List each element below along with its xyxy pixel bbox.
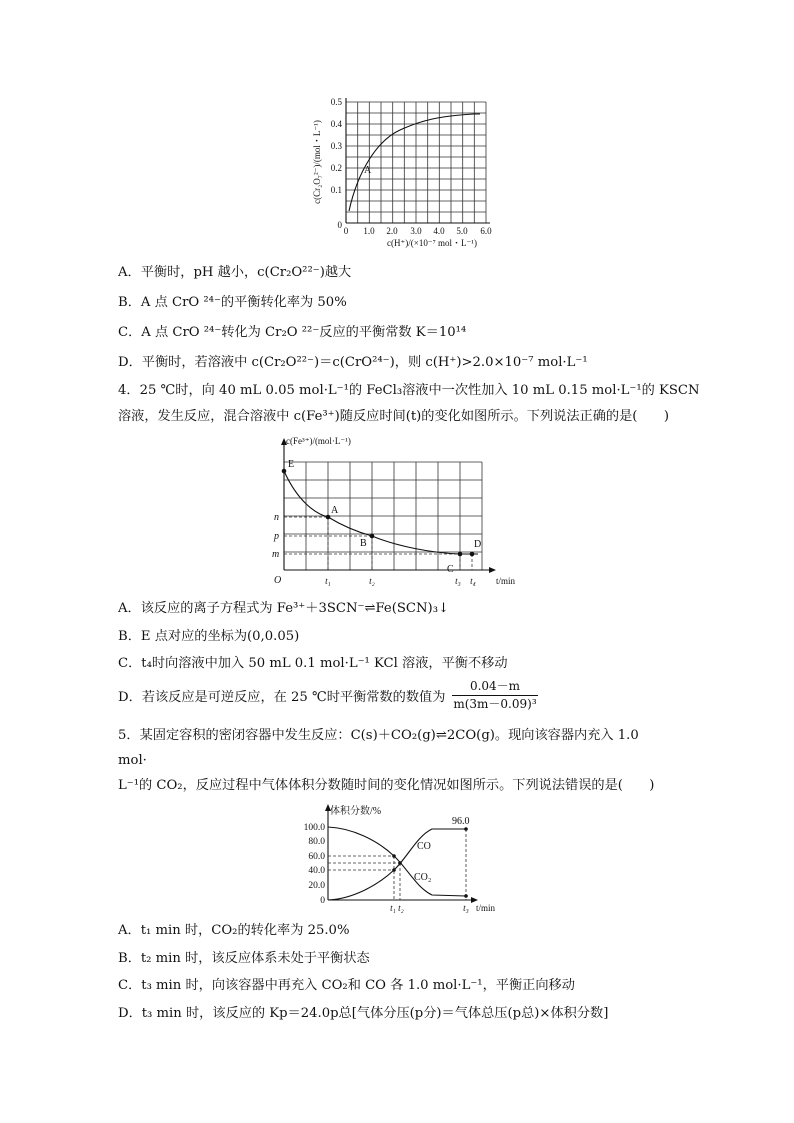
- chart3-y-tick: 100.0: [303, 823, 325, 833]
- q3-option-d: D．平衡时，若溶液中 c(Cr₂O²²⁻)＝c(CrO²⁴⁻)，则 c(H⁺)>2.0×10⁻⁷ mol·L⁻¹: [118, 355, 588, 370]
- q4-option-a: A．该反应的离子方程式为 Fe³⁺＋3SCN⁻⇌Fe(SCN)₃↓: [118, 601, 450, 616]
- chart3-x-label-t3: t₃: [463, 903, 469, 913]
- q4-option-b: B．E 点对应的坐标为(0,0.05): [118, 629, 300, 644]
- q5-option-b: B．t₂ min 时，该反应体系未处于平衡状态: [118, 951, 370, 966]
- chart3-point-t1-co: [392, 868, 396, 872]
- q4-fraction-denominator: m(3m－0.09)³: [453, 697, 537, 711]
- chart3-top-value: 96.0: [452, 816, 470, 827]
- chart-cr2o7-vs-h: [300, 90, 510, 250]
- chart2-x-label-t4: t₄: [470, 576, 476, 586]
- chart2-point-d: [470, 552, 475, 557]
- q3-option-a: A．平衡时，pH 越小，c(Cr₂O²²⁻)越大: [118, 265, 352, 280]
- chart1-x-label: c(H⁺)/(×10⁻⁷ mol・L⁻¹): [387, 238, 477, 248]
- chart3-point-t3-co2: [464, 894, 468, 898]
- chart2-y-label-p: p: [274, 531, 279, 542]
- chart1-y-tick: 0.2: [330, 163, 342, 173]
- chart3-y-tick: 80.0: [308, 837, 325, 847]
- chart1-point-label: A: [364, 165, 372, 176]
- chart2-point-e: [282, 469, 287, 474]
- q5-option-d: D．t₃ min 时，该反应的 Kp＝24.0p总[气体分压(p分)＝气体总压(p总)×体积分数]: [118, 1006, 609, 1021]
- chart2-curve: [284, 471, 478, 554]
- chart1-x-tick: 5.0: [456, 226, 468, 236]
- chart2-point-label-a: A: [331, 505, 339, 516]
- chart1-y-label: c(Cr₂O₇²⁻)/(mol・L⁻¹): [312, 120, 322, 204]
- chart1-y-tick: 0: [337, 220, 342, 230]
- chart3-y-tick: 60.0: [308, 852, 325, 862]
- chart3-y-tick: 0: [320, 896, 325, 906]
- chart2-point-label-d: D: [474, 539, 482, 550]
- chart-volume-fraction: [292, 800, 512, 918]
- chart2-y-label: c(Fe³⁺)/(mol·L⁻¹): [286, 436, 351, 446]
- chart1-x-tick: 1.0: [363, 226, 375, 236]
- chart2-x-label: t/min: [496, 576, 516, 586]
- chart3-co2-curve: [328, 827, 466, 896]
- q4-fraction: [452, 678, 538, 712]
- chart2-y-label-m: m: [272, 549, 280, 560]
- chart3-point-t3-co: [464, 827, 468, 831]
- q4-stem-line2: 溶液，发生反应，混合溶液中 c(Fe³⁺)随反应时间(t)的变化如图所示。下列说法正确的是( ): [118, 409, 669, 424]
- chart-fe3-vs-time: [266, 432, 536, 594]
- chart3-co-curve: [328, 829, 466, 900]
- chart2-origin: O: [274, 575, 282, 586]
- chart1-x-tick: 3.0: [410, 226, 422, 236]
- chart1-y-tick: 0.4: [330, 119, 342, 129]
- q5-option-c: C．t₃ min 时，向该容器中再充入 CO₂和 CO 各 1.0 mol·L⁻¹，平衡正向移动: [118, 978, 575, 993]
- chart3-point-t2: [398, 861, 402, 865]
- chart1-y-tick: 0.5: [330, 97, 342, 107]
- q3-option-c: C．A 点 CrO ²⁴⁻转化为 Cr₂O ²²⁻反应的平衡常数 K＝10¹⁴: [118, 325, 467, 340]
- q4-option-c: C．t₄时向溶液中加入 50 mL 0.1 mol·L⁻¹ KCl 溶液，平衡不移动: [118, 656, 508, 671]
- chart3-point-t1-co2: [392, 854, 396, 858]
- q4-stem-line1: 4．25 ℃时，向 40 mL 0.05 mol·L⁻¹的 FeCl₃溶液中一次性加入 10 mL 0.15 mol·L⁻¹的 KSCN: [118, 383, 700, 398]
- q5-stem-line3: L⁻¹的 CO₂，反应过程中气体体积分数随时间的变化情况如图所示。下列说法错误的是( ): [118, 778, 655, 793]
- q5-option-a: A．t₁ min 时，CO₂的转化率为 25.0%: [118, 923, 350, 938]
- q4-option-d: D．若该反应是可逆反应，在 25 ℃时平衡常数的数值为: [118, 690, 446, 705]
- chart2-point-label-c: C: [447, 564, 454, 575]
- chart1-x-tick: 6.0: [480, 226, 492, 236]
- chart1-x-tick: 2.0: [386, 226, 398, 236]
- chart3-co-label: CO: [417, 841, 431, 852]
- chart3-x-label-t2: t₂: [398, 903, 404, 913]
- q5-stem-line2: mol·: [118, 753, 147, 768]
- chart2-point-a: [326, 515, 331, 520]
- chart1-y-tick: 0.3: [330, 141, 342, 151]
- chart3-x-label-t1: t₁: [390, 903, 396, 913]
- chart3-x-label: t/min: [476, 903, 496, 913]
- chart2-x-arrow: [489, 567, 496, 573]
- chart1-x-tick: 0: [343, 226, 349, 236]
- chart3-co2-label: CO₂: [414, 872, 432, 883]
- chart3-y-tick: 20.0: [308, 881, 325, 891]
- q4-fraction-numerator: 0.04－m: [452, 678, 538, 696]
- chart1-y-tick: 0.1: [330, 185, 342, 195]
- chart2-point-label-e: E: [288, 459, 295, 470]
- chart3-y-label: 体积分数/%: [330, 806, 382, 817]
- q5-stem-line1: 5．某固定容积的密闭容器中发生反应：C(s)＋CO₂(g)⇌2CO(g)。现向该容器内充入 1.0: [118, 728, 639, 743]
- chart1-x-tick: 4.0: [433, 226, 445, 236]
- chart2-point-b: [370, 534, 375, 539]
- chart2-y-label-n: n: [274, 512, 279, 523]
- chart2-point-c: [458, 552, 463, 557]
- chart3-y-tick: 40.0: [308, 866, 325, 876]
- q3-option-b: B．A 点 CrO ²⁴⁻的平衡转化率为 50%: [118, 295, 347, 310]
- chart2-x-label-t3: t₃: [455, 576, 461, 586]
- chart1-curve: [349, 114, 480, 211]
- chart2-x-label-t1: t₁: [325, 576, 331, 586]
- chart2-point-label-b: B: [360, 538, 367, 549]
- chart2-x-label-t2: t₂: [369, 576, 375, 586]
